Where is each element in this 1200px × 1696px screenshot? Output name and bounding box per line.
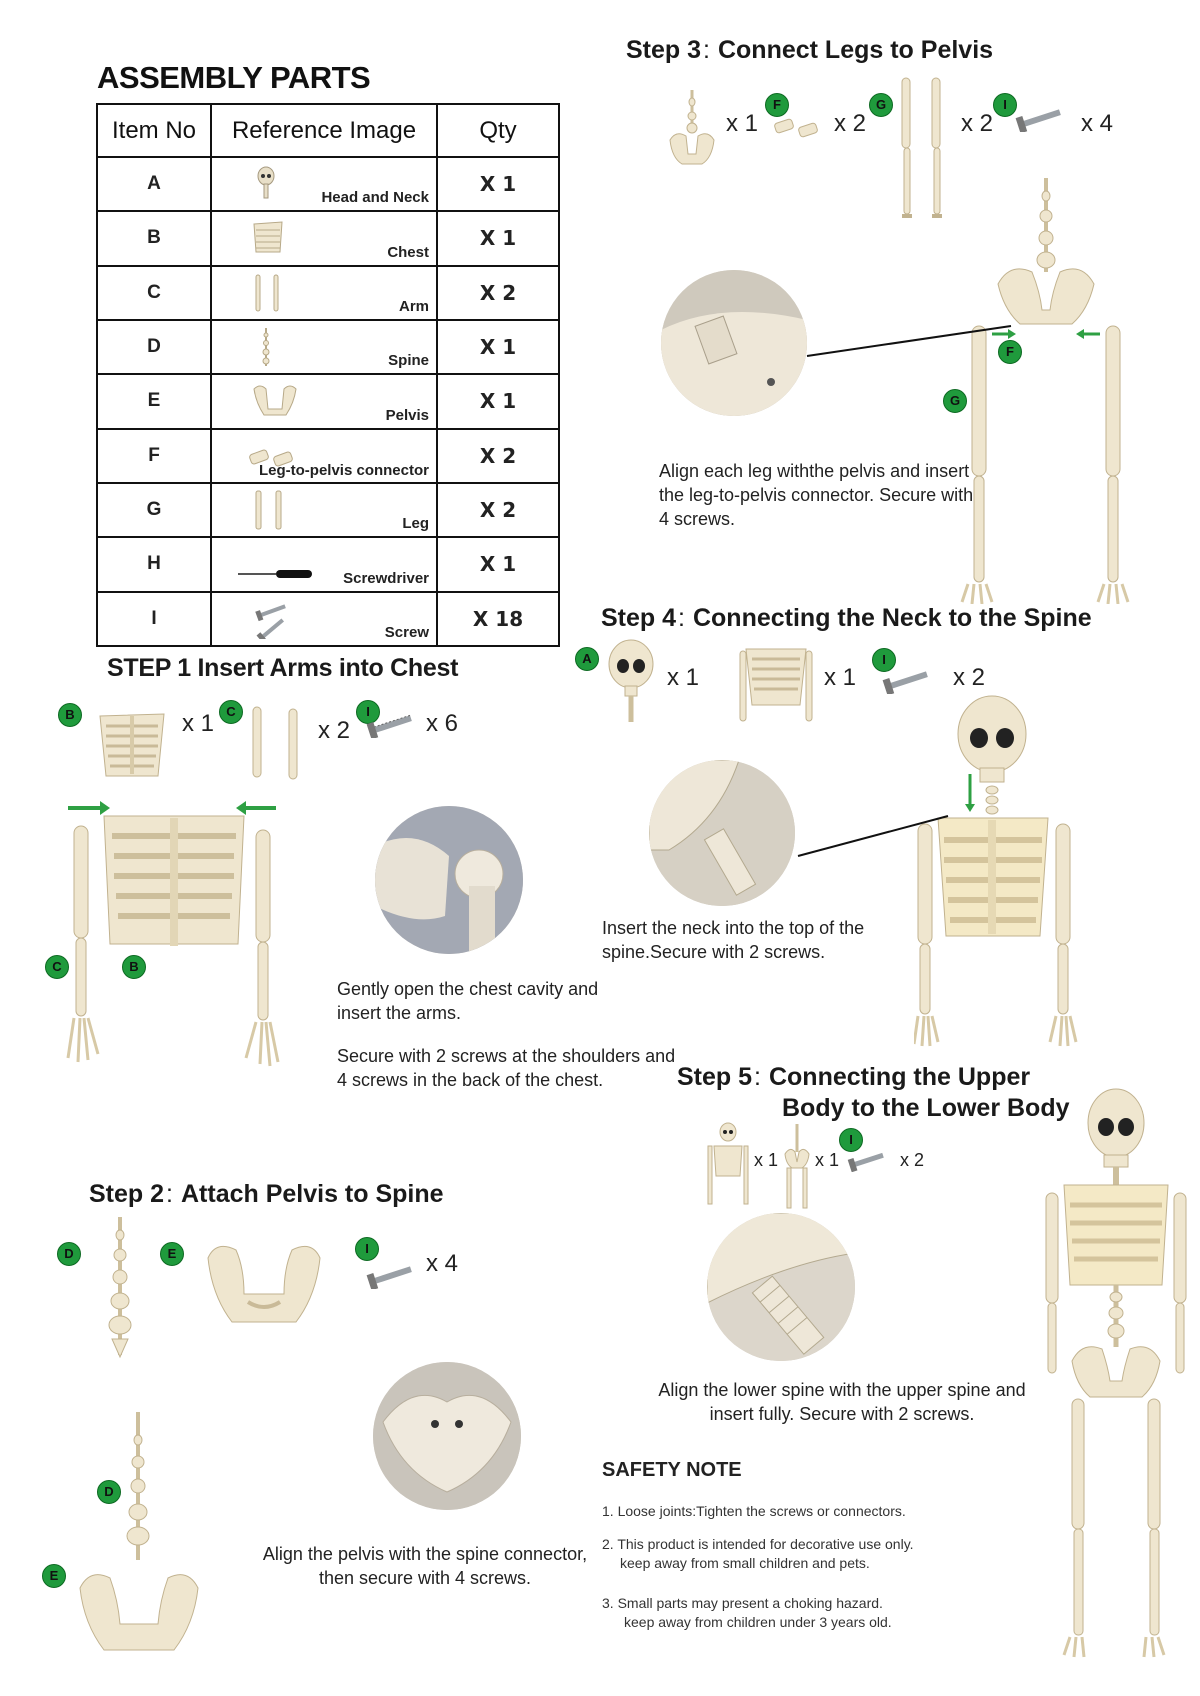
step1-detail-photo: [375, 806, 523, 954]
table-row: [97, 266, 559, 320]
part-name: Screw: [384, 624, 429, 641]
table-row: [97, 483, 559, 537]
badge-f: F: [765, 93, 789, 117]
badge-i: I: [839, 1128, 863, 1152]
badge-i: I: [355, 1237, 379, 1261]
item-id: G: [97, 483, 211, 537]
badge-i: I: [993, 93, 1017, 117]
part-qty: X 1: [437, 320, 559, 374]
lower-body-small-icon: [782, 1122, 812, 1210]
part-name: Head and Neck: [321, 189, 429, 207]
part-qty: X 1: [437, 157, 559, 211]
item-id: B: [97, 211, 211, 265]
legs-part-icon: [896, 76, 948, 228]
step3-label: Step 3: [626, 36, 702, 64]
step4-neck-illustration: [914, 694, 1094, 1048]
step1-qty-chest: x 1: [182, 710, 215, 737]
reference-image-cell: [211, 483, 437, 537]
part-qty: X 1: [437, 211, 559, 265]
callout-line: [805, 322, 1015, 362]
step5-caption: Align the lower spine with the upper spine and insert fully. Secure with 2 screws.: [658, 1380, 1026, 1424]
step5-heading-line1: Connecting the Upper: [768, 1063, 1031, 1091]
step5-detail-photo: [707, 1213, 855, 1361]
step3-caption: Align each leg withthe pelvis and insert the leg-to-pelvis connector. Secure with 4 screws.: [659, 461, 974, 529]
item-id: I: [97, 592, 211, 646]
part-qty: X 2: [437, 266, 559, 320]
step2-label: Step 2: [89, 1180, 165, 1208]
badge-b: B: [58, 703, 82, 727]
item-id: F: [97, 429, 211, 483]
badge-d: D: [57, 1242, 81, 1266]
spine-thumbnail-icon: [252, 327, 312, 367]
screwdriver-thumbnail-icon: [236, 544, 316, 584]
part-qty: X 2: [437, 483, 559, 537]
step3-heading: Connect Legs to Pelvis: [717, 36, 994, 64]
spine-part-icon: [100, 1215, 140, 1360]
step4-detail-photo: [649, 760, 795, 906]
step1-caption-open: Gently open the chest cavity and insert the arms.: [337, 979, 599, 1023]
step1-caption-secure: Secure with 2 screws at the shoulders and 4 screws in the back of the chest.: [337, 1046, 676, 1090]
step5-full-skeleton-illustration: [1040, 1085, 1190, 1665]
screw-icon: [1013, 106, 1065, 132]
reference-image-cell: [211, 266, 437, 320]
step1-title: STEP 1 Insert Arms into Chest: [107, 654, 459, 682]
step1-qty-arms: x 2: [318, 717, 351, 744]
badge-e: E: [42, 1564, 66, 1588]
safety-item-2-cont: keep away from small children and pets.: [620, 1555, 870, 1571]
part-qty: X 1: [437, 537, 559, 591]
screw-icon: [364, 1263, 416, 1289]
step2-assembly-illustration: [76, 1410, 206, 1660]
callout-line: [796, 812, 952, 862]
step3-detail-photo: [661, 270, 807, 416]
table-header-row: [97, 104, 559, 157]
screw-icon: [880, 668, 932, 694]
part-qty: X 18: [437, 592, 559, 646]
step1-arms-chest-illustration: [60, 796, 300, 1086]
table-row: [97, 320, 559, 374]
part-name: Screwdriver: [343, 569, 429, 587]
reference-image-cell: [211, 429, 437, 483]
step5-qty-upper: x 1: [754, 1150, 779, 1170]
step4-title: Step 4: Connecting the Neck to the Spine: [601, 604, 1092, 632]
step3-qty-connectors: x 2: [834, 110, 867, 137]
part-qty: X 2: [437, 429, 559, 483]
part-name: Arm: [398, 297, 429, 315]
item-id: D: [97, 320, 211, 374]
screw-thumbnail-icon: [252, 599, 312, 639]
step4-qty-head: x 1: [667, 664, 700, 691]
item-id: H: [97, 537, 211, 591]
arms-part-icon: [245, 705, 305, 787]
arm-thumbnail-icon: [252, 273, 312, 313]
step3-qty-pelvis: x 1: [726, 110, 759, 137]
spine-pelvis-part-icon: [668, 88, 716, 166]
badge-i: I: [872, 648, 896, 672]
reference-image-cell: [211, 320, 437, 374]
reference-image-cell: [211, 592, 437, 646]
step4-caption: Insert the neck into the top of the spine.Secure with 2 screws.: [602, 918, 865, 962]
table-row: [97, 211, 559, 265]
step3-legs-illustration: [956, 176, 1136, 604]
pelvis-thumbnail-icon: [252, 381, 312, 421]
col-reference-image: Reference Image: [211, 104, 437, 157]
step3-title: Step 3: Connect Legs to Pelvis: [626, 36, 994, 64]
chest-part-icon: [96, 710, 168, 780]
safety-item-3: 3. Small parts may present a choking hazard.: [602, 1595, 883, 1611]
leg-thumbnail-icon: [252, 490, 312, 530]
badge-i: I: [356, 700, 380, 724]
badge-d: D: [97, 1480, 121, 1504]
badge-c: C: [219, 700, 243, 724]
table-row: [97, 374, 559, 428]
reference-image-cell: [211, 211, 437, 265]
reference-image-cell: [211, 537, 437, 591]
step3-qty-screws: x 4: [1081, 110, 1114, 137]
part-name: Leg: [402, 515, 429, 533]
skull-thumbnail-icon: [252, 164, 312, 204]
table-row: [97, 537, 559, 591]
upper-body-part-icon: [738, 645, 814, 727]
upper-body-small-icon: [706, 1122, 750, 1206]
step5-label: Step 5: [677, 1063, 753, 1091]
badge-e: E: [160, 1242, 184, 1266]
badge-g: G: [869, 93, 893, 117]
col-item-no: Item No: [97, 104, 211, 157]
step5-heading-line2: Body to the Lower Body: [782, 1094, 1070, 1122]
badge-c: C: [45, 955, 69, 979]
table-row: [97, 592, 559, 646]
step5-qty-screws: x 2: [900, 1150, 925, 1170]
step2-heading: Attach Pelvis to Spine: [180, 1180, 444, 1208]
reference-image-cell: [211, 157, 437, 211]
table-row: [97, 429, 559, 483]
step2-qty-screws: x 4: [426, 1250, 459, 1277]
step3-qty-legs: x 2: [961, 110, 994, 137]
assembly-parts-title: ASSEMBLY PARTS: [97, 60, 371, 95]
safety-item-3-cont: keep away from children under 3 years old.: [624, 1614, 892, 1630]
step5-qty-lower: x 1: [815, 1150, 840, 1170]
item-id: E: [97, 374, 211, 428]
col-qty: Qty: [437, 104, 559, 157]
part-qty: X 1: [437, 374, 559, 428]
step2-detail-photo: [373, 1362, 521, 1510]
item-id: A: [97, 157, 211, 211]
badge-g: G: [943, 389, 967, 413]
badge-b: B: [122, 955, 146, 979]
safety-note-title: SAFETY NOTE: [602, 1459, 742, 1481]
item-id: C: [97, 266, 211, 320]
reference-image-cell: [211, 374, 437, 428]
badge-a: A: [575, 647, 599, 671]
assembly-parts-table: [96, 103, 560, 647]
part-name: Leg-to-pelvis connector: [258, 461, 429, 479]
step2-caption: Align the pelvis with the spine connector, then secure with 4 screws.: [262, 1544, 588, 1588]
safety-item-2: 2. This product is intended for decorative use only.: [602, 1536, 914, 1552]
table-row: [97, 157, 559, 211]
part-name: Chest: [387, 243, 429, 261]
step4-qty-screws: x 2: [953, 664, 986, 691]
screw-icon: [364, 712, 416, 738]
chest-thumbnail-icon: [252, 218, 312, 258]
safety-item-1: 1. Loose joints:Tighten the screws or connectors.: [602, 1503, 906, 1519]
screw-icon: [846, 1150, 888, 1172]
part-name: Pelvis: [385, 406, 429, 424]
connector-part-icon: [773, 115, 821, 139]
badge-f: F: [998, 340, 1022, 364]
pelvis-part-icon: [204, 1238, 324, 1333]
part-name: Spine: [388, 352, 429, 370]
step2-title: Step 2: Attach Pelvis to Spine: [89, 1180, 444, 1208]
step4-qty-chest: x 1: [824, 664, 857, 691]
step4-heading: Connecting the Neck to the Spine: [692, 604, 1092, 632]
skull-part-icon: [605, 638, 657, 724]
step5-title: Step 5: Connecting the Upper: [677, 1063, 1031, 1091]
step4-label: Step 4: [601, 604, 677, 632]
step1-qty-screws: x 6: [426, 710, 459, 737]
